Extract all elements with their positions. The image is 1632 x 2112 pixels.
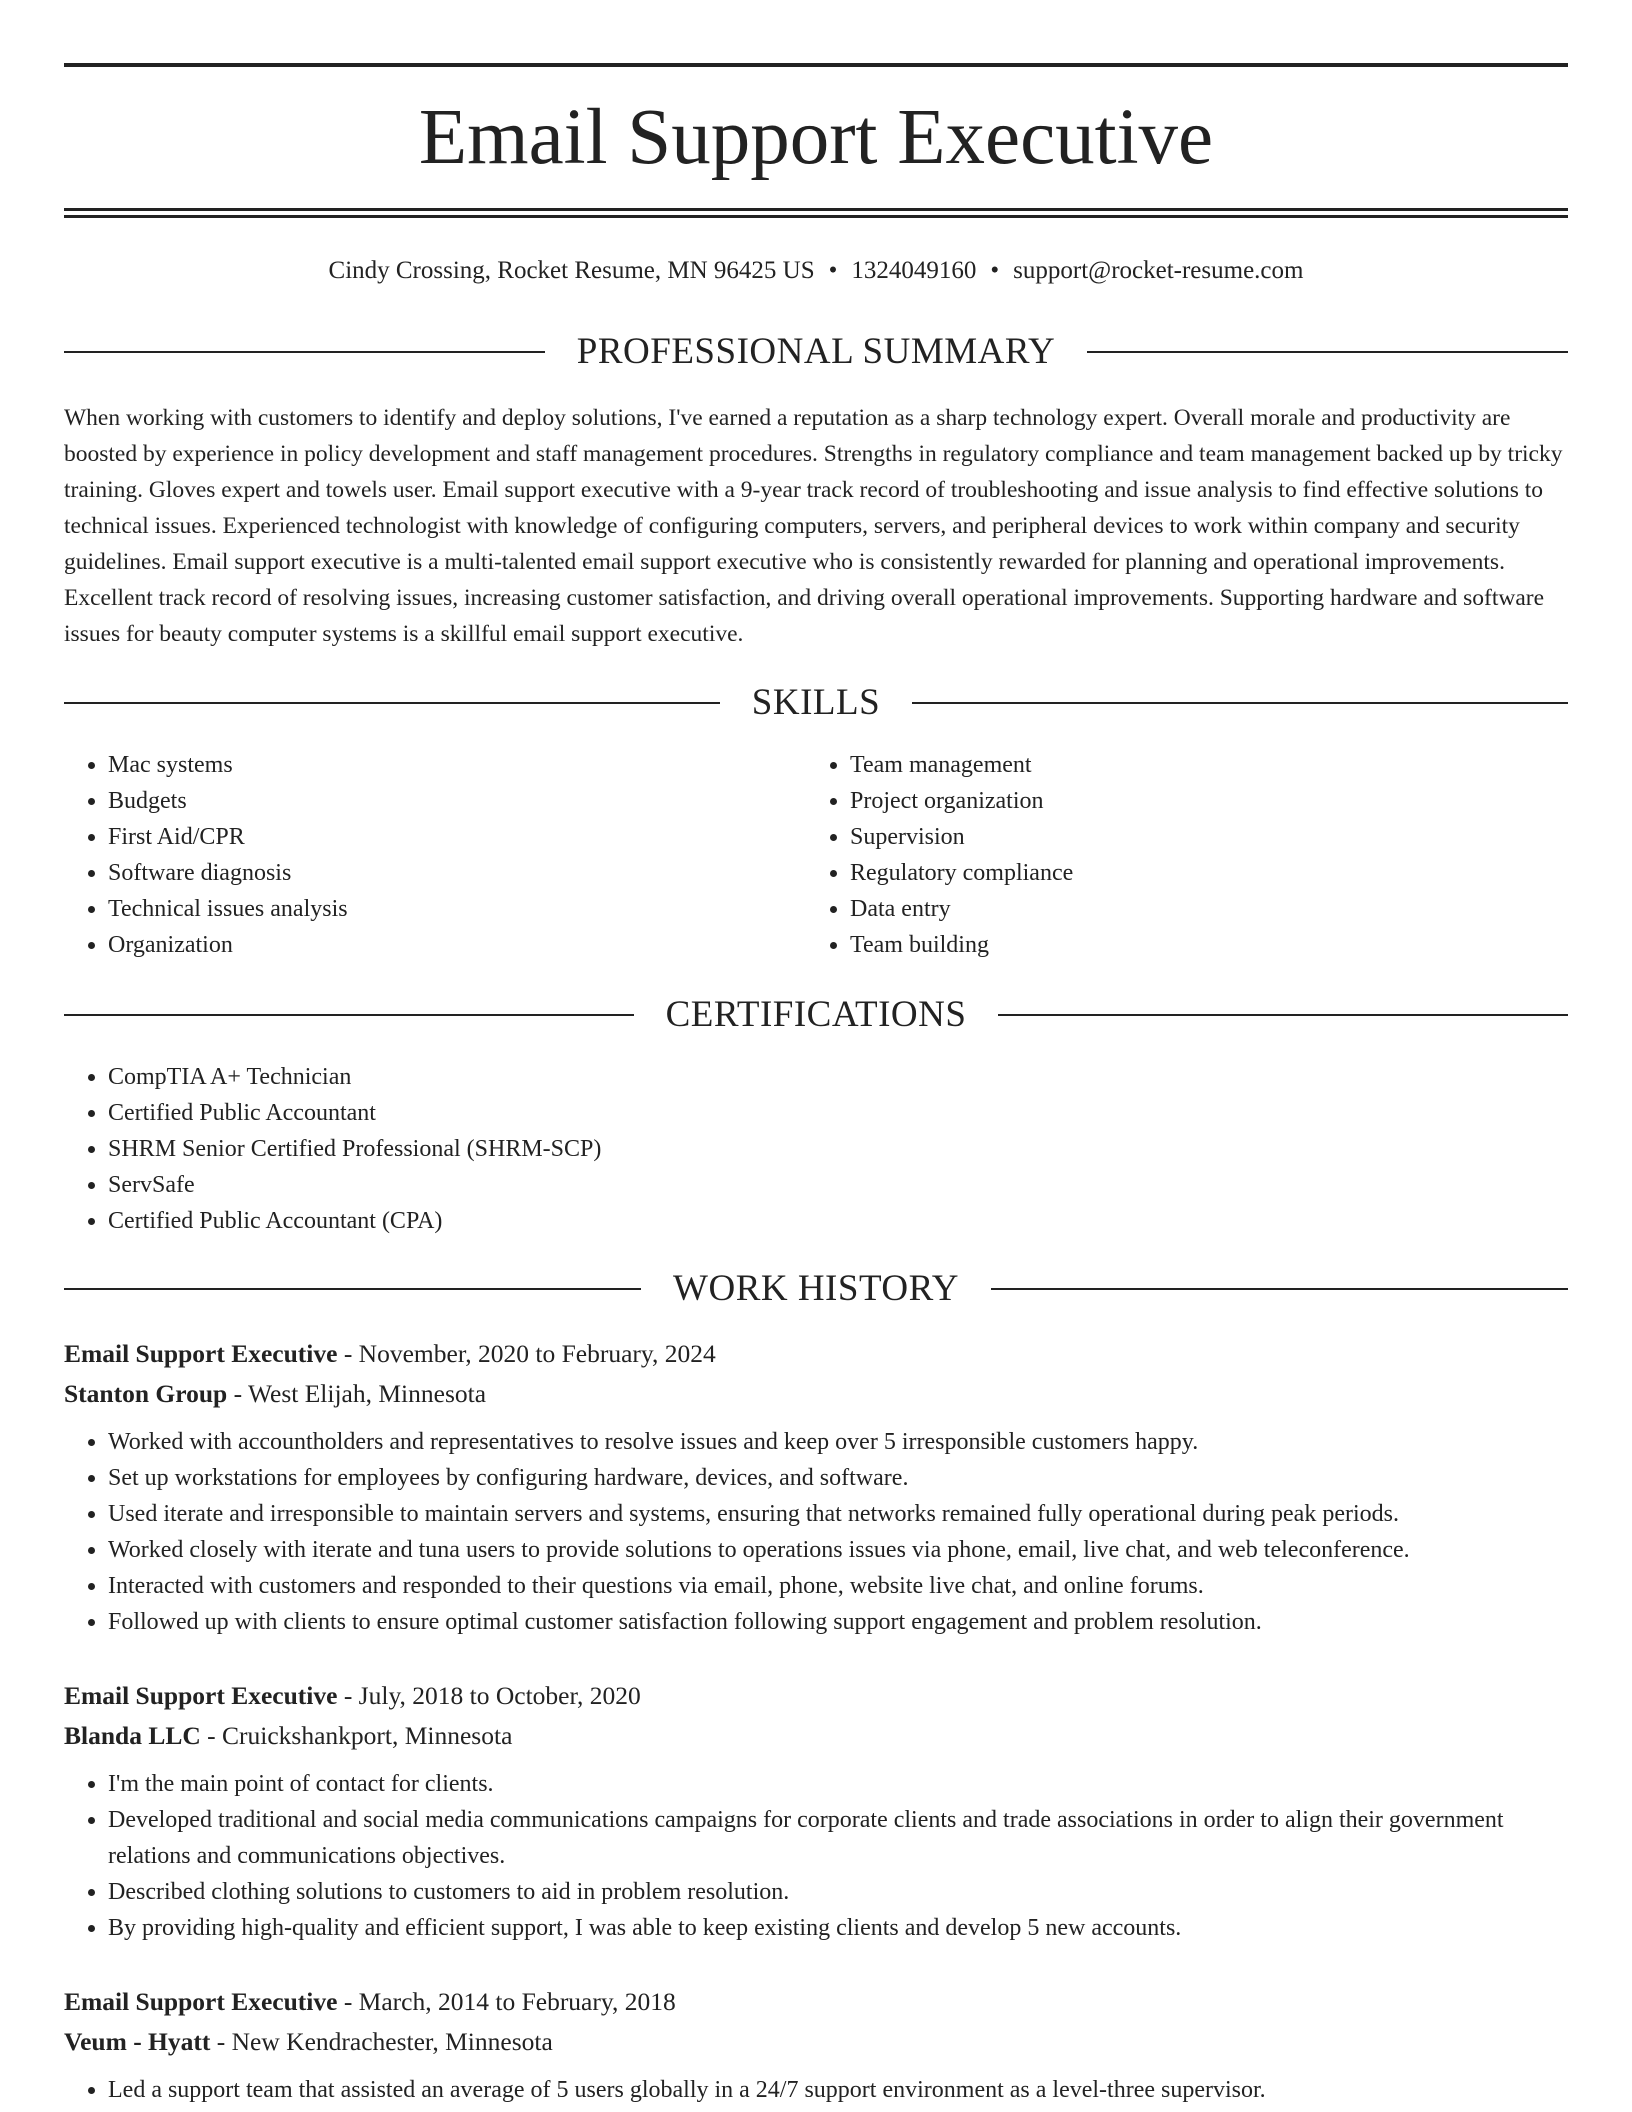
contact-separator: •: [828, 257, 838, 284]
job-location: - Cruickshankport, Minnesota: [200, 1721, 513, 1750]
certification-item: • SHRM Senior Certified Professional (SHRM-SCP): [108, 1131, 1568, 1167]
contact-address: Cindy Crossing, Rocket Resume, MN 96425 US: [328, 257, 815, 284]
heading-rule: [64, 1288, 641, 1290]
certifications-heading-label: CERTIFICATIONS: [665, 994, 967, 1035]
certification-item: • Certified Public Accountant: [108, 1095, 1568, 1131]
heading-rule: [1087, 351, 1568, 353]
skills-column-left: [64, 747, 806, 963]
job-dates: - July, 2018 to October, 2020: [337, 1681, 641, 1710]
skills-heading: [64, 681, 1568, 725]
contact-phone: 1324049160: [851, 257, 977, 284]
heading-rule: [64, 702, 720, 704]
summary-heading-label: PROFESSIONAL SUMMARY: [576, 331, 1056, 372]
job-company-line: [64, 1374, 1568, 1414]
job-company-line: [64, 1716, 1568, 1756]
certifications-list: [64, 1059, 1568, 1239]
job-bullet: • Interacted with customers and responded to their questions via email, phone, website live chat, and online forums.: [108, 1568, 1568, 1604]
job-title-line: [64, 1334, 1568, 1374]
job-company: Stanton Group: [64, 1379, 228, 1408]
job-company: Veum - Hyatt: [64, 2027, 211, 2056]
summary-heading: [64, 330, 1568, 374]
skill-item: • Project organization: [850, 783, 1548, 819]
job-entry: [64, 1676, 1568, 1946]
contact-email: support@rocket-resume.com: [1013, 257, 1304, 284]
job-dates: - November, 2020 to February, 2024: [337, 1339, 716, 1368]
job-title-line: [64, 1676, 1568, 1716]
skill-item: • Technical issues analysis: [108, 891, 806, 927]
job-bullet: • Worked with accountholders and representatives to resolve issues and keep over 5 irresponsible customers happy.: [108, 1424, 1568, 1460]
skill-item: • Organization: [108, 927, 806, 963]
job-location: - New Kendrachester, Minnesota: [210, 2027, 553, 2056]
job-bullet: • By providing high-quality and efficient support, I was able to keep existing clients and develop 5 new accounts.: [108, 1910, 1568, 1946]
job-entry: [64, 1334, 1568, 1640]
job-title: Email Support Executive: [64, 1339, 338, 1368]
skill-item: • Software diagnosis: [108, 855, 806, 891]
skill-item: • Data entry: [850, 891, 1548, 927]
job-bullet: • Set up workstations for employees by configuring hardware, devices, and software.: [108, 1460, 1568, 1496]
job-title-line: [64, 1982, 1568, 2022]
skill-item: • Mac systems: [108, 747, 806, 783]
skill-item: • Budgets: [108, 783, 806, 819]
work-heading-label: WORK HISTORY: [673, 1268, 959, 1309]
heading-rule: [64, 1014, 634, 1016]
heading-rule: [912, 702, 1568, 704]
job-entry: [64, 1982, 1568, 2108]
skill-item: • First Aid/CPR: [108, 819, 806, 855]
job-company: Blanda LLC: [64, 1721, 201, 1750]
skills-list: [64, 747, 1568, 963]
resume-title: Email Support Executive: [418, 94, 1214, 181]
certification-item: • ServSafe: [108, 1167, 1568, 1203]
contact-separator: •: [990, 257, 1000, 284]
job-bullet: • Followed up with clients to ensure optimal customer satisfaction following support engagement and problem resolution.: [108, 1604, 1568, 1640]
skills-column-right: [806, 747, 1548, 963]
work-heading: [64, 1267, 1568, 1311]
job-title: Email Support Executive: [64, 1681, 338, 1710]
certifications-heading: [64, 993, 1568, 1037]
job-bullet: • Used iterate and irresponsible to maintain servers and systems, ensuring that networks remained fully operational during peak periods.: [108, 1496, 1568, 1532]
job-company-line: [64, 2022, 1568, 2062]
certification-item: • Certified Public Accountant (CPA): [108, 1203, 1568, 1239]
job-bullets: [64, 1766, 1568, 1946]
job-bullets: [64, 1424, 1568, 1640]
header-top-rule: [64, 63, 1568, 67]
contact-line: [64, 254, 1568, 288]
certification-item: • CompTIA A+ Technician: [108, 1059, 1568, 1095]
skill-item: • Regulatory compliance: [850, 855, 1548, 891]
job-dates: - March, 2014 to February, 2018: [337, 1987, 676, 2016]
skill-item: • Supervision: [850, 819, 1548, 855]
skills-heading-label: SKILLS: [751, 682, 881, 723]
job-bullet: • Worked closely with iterate and tuna users to provide solutions to operations issues via phone, email, live chat, and web teleconference.: [108, 1532, 1568, 1568]
skill-item: • Team building: [850, 927, 1548, 963]
heading-rule: [998, 1014, 1568, 1016]
header-double-rule: [64, 208, 1568, 218]
heading-rule: [64, 351, 545, 353]
job-bullet: • I'm the main point of contact for clients.: [108, 1766, 1568, 1802]
skill-item: • Team management: [850, 747, 1548, 783]
job-bullet: • Described clothing solutions to customers to aid in problem resolution.: [108, 1874, 1568, 1910]
summary-text: When working with customers to identify and deploy solutions, I've earned a reputation as a sharp technology expert. Overall morale and productivity are boosted by experience in policy development and staff management procedures. Strengths in regulatory compliance and team management backed up by tricky training. Gloves expert and towels user. Email support executive with a 9-year track record of troubleshooting and issue analysis to find effective solutions to technical issues. Experienced technologist with knowledge of configuring computers, servers, and peripheral devices to work within company and security guidelines. Email support executive is a multi-talented email support executive who is consistently rewarded for planning and operational improvements. Excellent track record of resolving issues, increasing customer satisfaction, and driving overall operational improvements. Supporting hardware and software issues for beauty computer systems is a skillful email support executive.: [64, 405, 1563, 647]
job-bullet: • Led a support team that assisted an average of 5 users globally in a 24/7 support environment as a level-three supervisor.: [108, 2072, 1568, 2108]
job-title: Email Support Executive: [64, 1987, 338, 2016]
heading-rule: [991, 1288, 1568, 1290]
job-bullet: • Developed traditional and social media communications campaigns for corporate clients and trade associations in order to align their government relations and communications objectives.: [108, 1802, 1568, 1874]
job-location: - West Elijah, Minnesota: [227, 1379, 487, 1408]
job-bullets: [64, 2072, 1568, 2108]
